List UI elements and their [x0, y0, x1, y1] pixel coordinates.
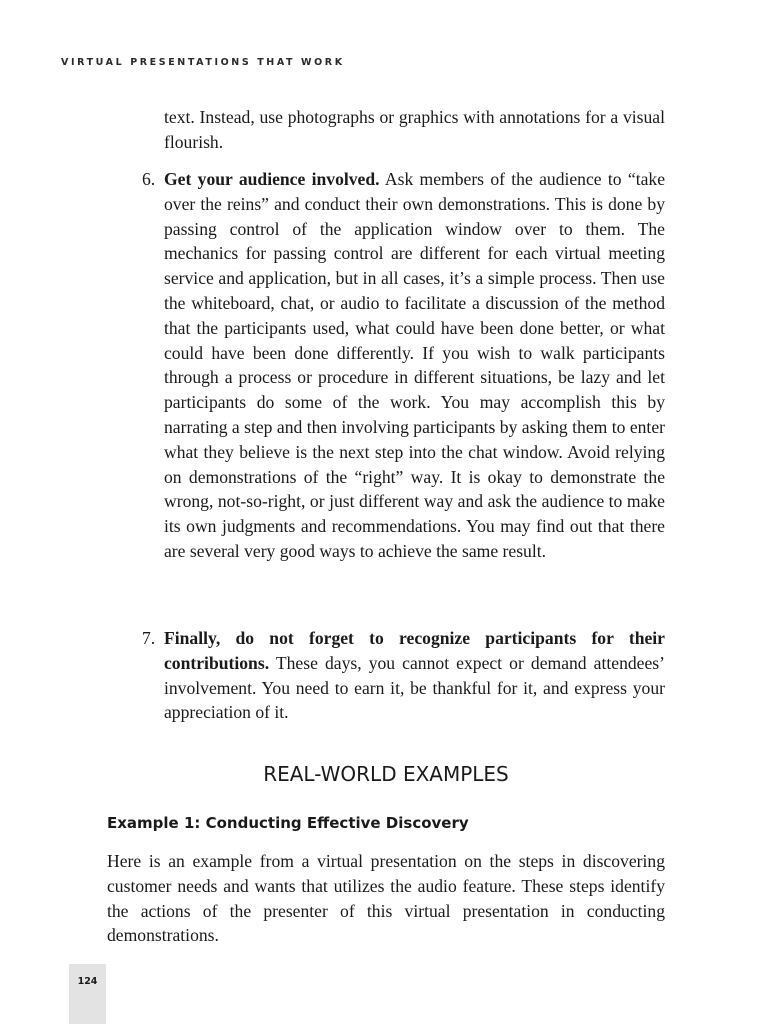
- list-item-lead: Finally, do not forget to recognize participants for their contributions.: [164, 628, 665, 673]
- list-item-number: 7.: [142, 628, 156, 648]
- example-heading: Example 1: Conducting Effective Discovery: [107, 814, 469, 832]
- list-item-text: These days, you cannot expect or demand attendees’ involvement. You need to earn it, be thankful for it, and express your appreciation of it.: [164, 652, 665, 723]
- list-item-text: Ask members of the audience to “take over the reins” and conduct their own demonstrations. This is done by passing control of the application window over to them. The mechanics for passing control are different for each virtual meeting service and application, but in all cases, it’s a simple process. Then use the whiteboard, chat, or audio to facilitate a discussion of the method that the participants used, what could have been done better, or what could have been done differently. If you wish to walk participants through a process or procedure in different situations, be lazy and let participants do some of the work. You may accomplish this by narrating a step and then involving participants by asking them to enter what they believe is the next step into the chat window. Avoid relying on demonstrations of the “right” way. It is okay to demonstrate the wrong, not-so-right, or just different way and ask the audience to make its own judgments and recommendations. You may find out that there are several very good ways to achieve the same result.: [164, 169, 666, 561]
- list-item-lead: Get your audience involved.: [164, 169, 380, 189]
- example-paragraph: Here is an example from a virtual presentation on the steps in discovering customer needs and wants that utilizes the audio feature. These steps identify the actions of the presenter of this virtual presentation in conducting demonstrations.: [107, 851, 665, 946]
- continuation-paragraph: text. Instead, use photographs or graphics with annotations for a visual flourish.: [164, 107, 665, 152]
- running-head: VIRTUAL PRESENTATIONS THAT WORK: [61, 57, 345, 68]
- list-item: [142, 626, 665, 725]
- page-number-tab: [69, 964, 106, 1024]
- list-item-number: 6.: [142, 169, 156, 189]
- list-item: [142, 167, 666, 564]
- section-heading: REAL-WORLD EXAMPLES: [263, 762, 509, 786]
- page-number: 124: [77, 976, 98, 987]
